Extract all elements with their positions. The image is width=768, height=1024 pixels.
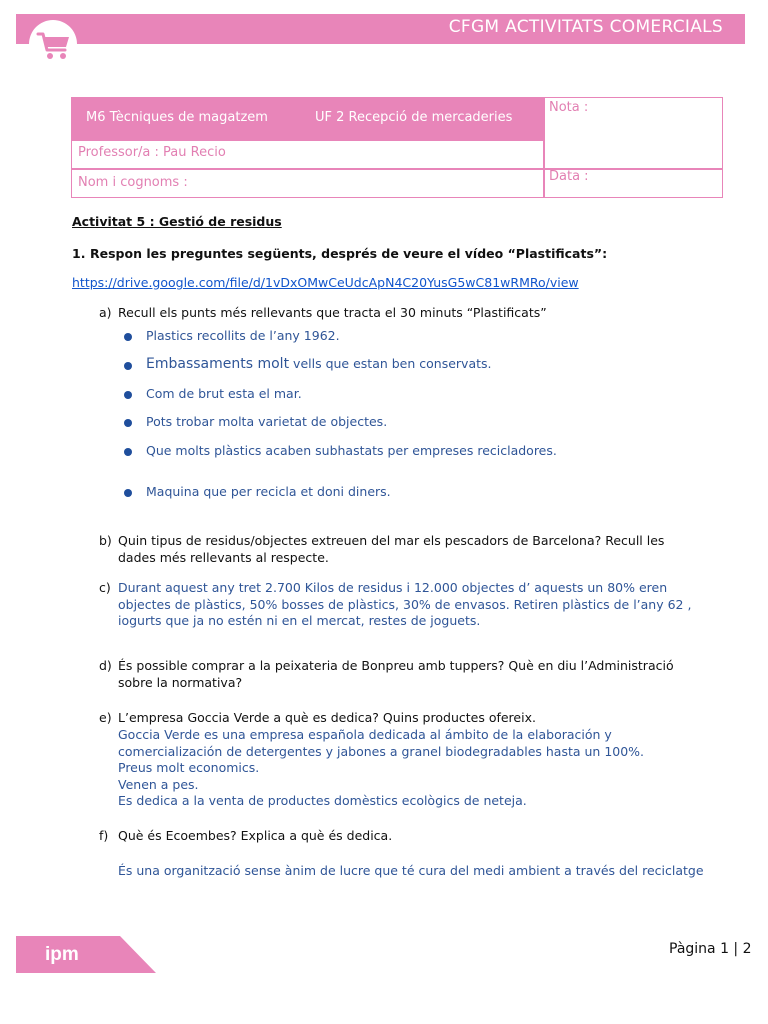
bullet-dot bbox=[124, 419, 132, 427]
answer-c bbox=[118, 580, 721, 630]
question-b-line: Quin tipus de residus/objectes extreuen del mar els pescadors de Barcelona? Recull les bbox=[118, 533, 665, 548]
bullet-dot bbox=[124, 391, 132, 399]
unit-name: UF 2 Recepció de mercaderies bbox=[315, 110, 513, 125]
bullet-dot bbox=[124, 333, 132, 341]
question-b-letter: b) bbox=[99, 533, 112, 548]
question-d-line: sobre la normativa? bbox=[118, 674, 243, 690]
header-bar bbox=[16, 14, 745, 44]
answer-e-line: comercialización de detergentes y jabones a granel biodegradables hasta un 100%. bbox=[118, 743, 645, 759]
answer-f: És una organització sense ànim de lucre que té cura del medi ambient a través del reciclatge bbox=[118, 863, 704, 878]
question-d-line: És possible comprar a la peixateria de Bonpreu amb tuppers? Què en diu l’Administració bbox=[118, 658, 674, 673]
answer-e-line: Preus molt economics. bbox=[118, 760, 260, 775]
question-d bbox=[118, 658, 721, 691]
bullet-dot bbox=[124, 448, 132, 456]
question-b bbox=[118, 533, 721, 566]
question-f-letter: f) bbox=[99, 828, 109, 843]
bullet-item: Que molts plàstics acaben subhastats per empreses recicladores. bbox=[146, 443, 557, 458]
bullet-item: Plastics recollits de l’any 1962. bbox=[146, 328, 340, 343]
answer-e-line: Goccia Verde es una empresa española dedicada al ámbito de la elaboración y bbox=[118, 727, 612, 742]
video-link[interactable]: https://drive.google.com/file/d/1vDxOMwCeUdcApN4C20YusG5wC81wRMRo/view bbox=[72, 275, 579, 290]
question-e: L’empresa Goccia Verde a què es dedica? Quins productes ofereix. bbox=[118, 710, 536, 725]
bullet-dot bbox=[124, 362, 132, 370]
date-field[interactable]: Data : bbox=[549, 169, 589, 184]
logo-badge bbox=[29, 20, 77, 68]
answer-c-line: iogurts que ja no estén ni en el mercat, restes de joguets. bbox=[118, 613, 481, 628]
question-a: Recull els punts més rellevants que tracta el 30 minuts “Plastificats” bbox=[118, 305, 547, 320]
bullet-item-rest: vells que estan ben conservats. bbox=[293, 356, 492, 371]
header-title: CFGM ACTIVITATS COMERCIALS bbox=[448, 17, 723, 37]
module-name: M6 Tècniques de magatzem bbox=[86, 110, 268, 125]
answer-c-line: objectes de plàstics, 50% bosses de plàstics, 30% de envasos. Retiren plàstics de l’any 62 , bbox=[118, 596, 692, 612]
bullet-dot bbox=[124, 489, 132, 497]
question-d-letter: d) bbox=[99, 658, 112, 673]
teacher-field: Professor/a : Pau Recio bbox=[78, 145, 226, 160]
answer-e-line: Venen a pes. bbox=[118, 776, 199, 792]
bullet-item-prefix: Embassaments molt bbox=[146, 356, 290, 372]
bullet-item: Maquina que per recicla et doni diners. bbox=[146, 484, 391, 499]
question-a-letter: a) bbox=[99, 305, 112, 320]
question-b-line: dades més rellevants al respecte. bbox=[118, 549, 329, 565]
student-name-field[interactable]: Nom i cognoms : bbox=[78, 175, 188, 190]
page-number: Pàgina 1 | 2 bbox=[669, 941, 752, 957]
question-e-letter: e) bbox=[99, 710, 112, 725]
question-1-number: 1. bbox=[72, 246, 86, 261]
question-f: Què és Ecoembes? Explica a què és dedica. bbox=[118, 828, 393, 843]
bullet-item: Pots trobar molta varietat de objectes. bbox=[146, 414, 388, 429]
grade-field[interactable]: Nota : bbox=[549, 100, 589, 115]
ipm-logo-text: ipm bbox=[45, 944, 79, 965]
info-table bbox=[71, 97, 723, 198]
ipm-logo bbox=[16, 936, 158, 978]
answer-e-line: Es dedica a la venta de productes domèstics ecològics de neteja. bbox=[118, 793, 527, 808]
bullet-item bbox=[146, 356, 492, 373]
question-c-letter: c) bbox=[99, 580, 111, 595]
activity-title: Activitat 5 : Gestió de residus bbox=[72, 214, 282, 229]
answer-c-line: Durant aquest any tret 2.700 Kilos de residus i 12.000 objectes d’ aquests un 80% eren bbox=[118, 580, 668, 595]
question-1: Respon les preguntes següents, després de veure el vídeo “Plastificats”: bbox=[90, 246, 608, 261]
bullet-item: Com de brut esta el mar. bbox=[146, 386, 302, 401]
shopping-cart-icon bbox=[36, 28, 72, 62]
answer-e bbox=[118, 727, 721, 810]
